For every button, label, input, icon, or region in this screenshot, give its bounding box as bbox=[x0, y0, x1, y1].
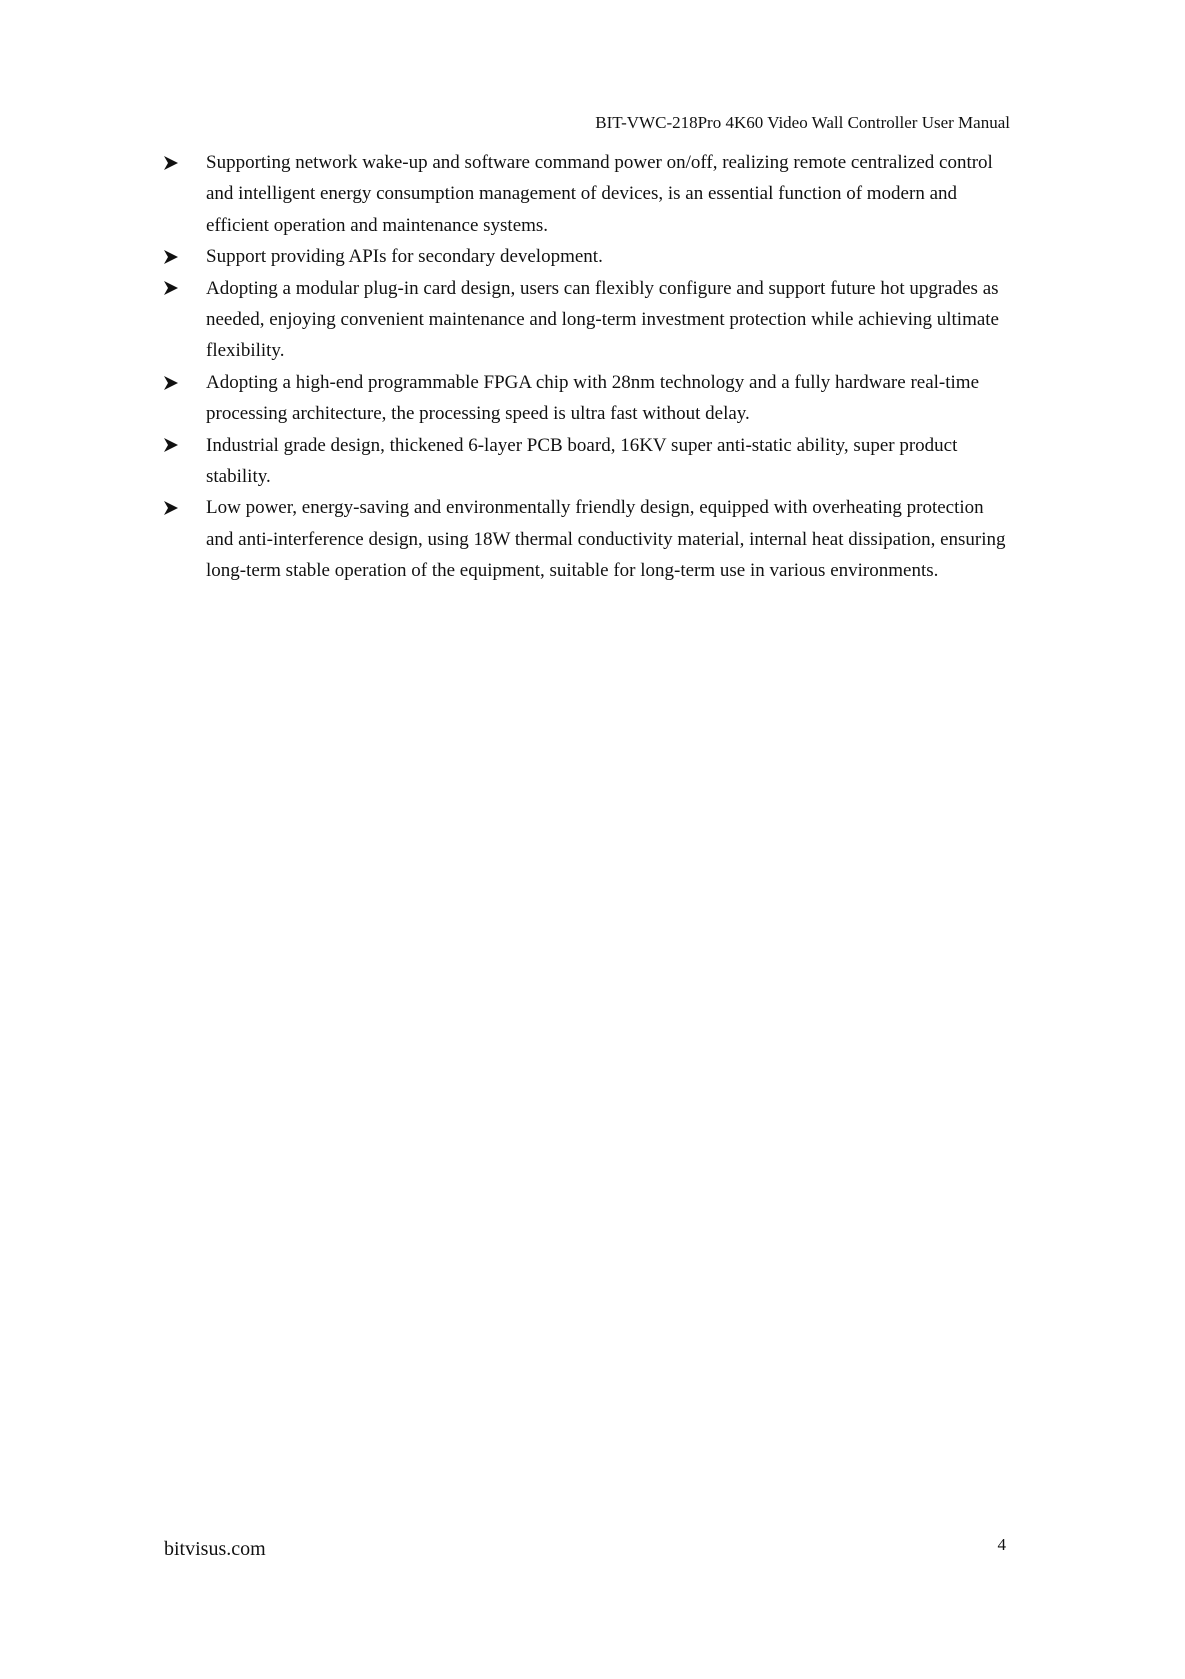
bullet-text: Support providing APIs for secondary development. bbox=[206, 246, 603, 268]
bullet-text: Adopting a modular plug-in card design, users can flexibly configure and support future hot upgrades as needed, enjoying convenient maintenance and long-term investment protection while achieving ultimate flexibility. bbox=[206, 277, 999, 362]
bullet-text: Adopting a high-end programmable FPGA chip with 28nm technology and a fully hardware real-time processing architecture, the processing speed is ultra fast without delay. bbox=[206, 371, 980, 425]
page-number: 4 bbox=[997, 1535, 1006, 1554]
bullet-item bbox=[164, 367, 1012, 430]
arrowhead-bullet-icon bbox=[164, 367, 184, 398]
page-header-title: BIT-VWC-218Pro 4K60 Video Wall Controller User Manual bbox=[595, 113, 1010, 132]
footer-website: bitvisus.com bbox=[164, 1538, 266, 1560]
arrowhead-bullet-icon bbox=[164, 147, 184, 178]
arrowhead-bullet-icon bbox=[164, 273, 184, 304]
bullet-item bbox=[164, 241, 1012, 272]
bullet-item bbox=[164, 147, 1012, 241]
bullet-text: Low power, energy-saving and environmentally friendly design, equipped with overheating protection and anti-interference design, using 18W thermal conductivity material, internal heat dissipation, ensuring long-term stable operation of the equipment, suitable for long-term use in various environments. bbox=[206, 497, 1006, 582]
arrowhead-bullet-icon bbox=[164, 241, 184, 272]
arrowhead-bullet-icon bbox=[164, 430, 184, 461]
arrowhead-bullet-icon bbox=[164, 492, 184, 523]
feature-bullet-list bbox=[164, 147, 1012, 587]
bullet-item bbox=[164, 273, 1012, 367]
bullet-text: Supporting network wake-up and software command power on/off, realizing remote centralized control and intelligent energy consumption management of devices, is an essential function of modern and efficient operation and maintenance systems. bbox=[206, 152, 993, 236]
bullet-item bbox=[164, 492, 1012, 586]
bullet-text: Industrial grade design, thickened 6-layer PCB board, 16KV super anti-static ability, super product stability. bbox=[206, 434, 958, 488]
bullet-item bbox=[164, 430, 1012, 493]
